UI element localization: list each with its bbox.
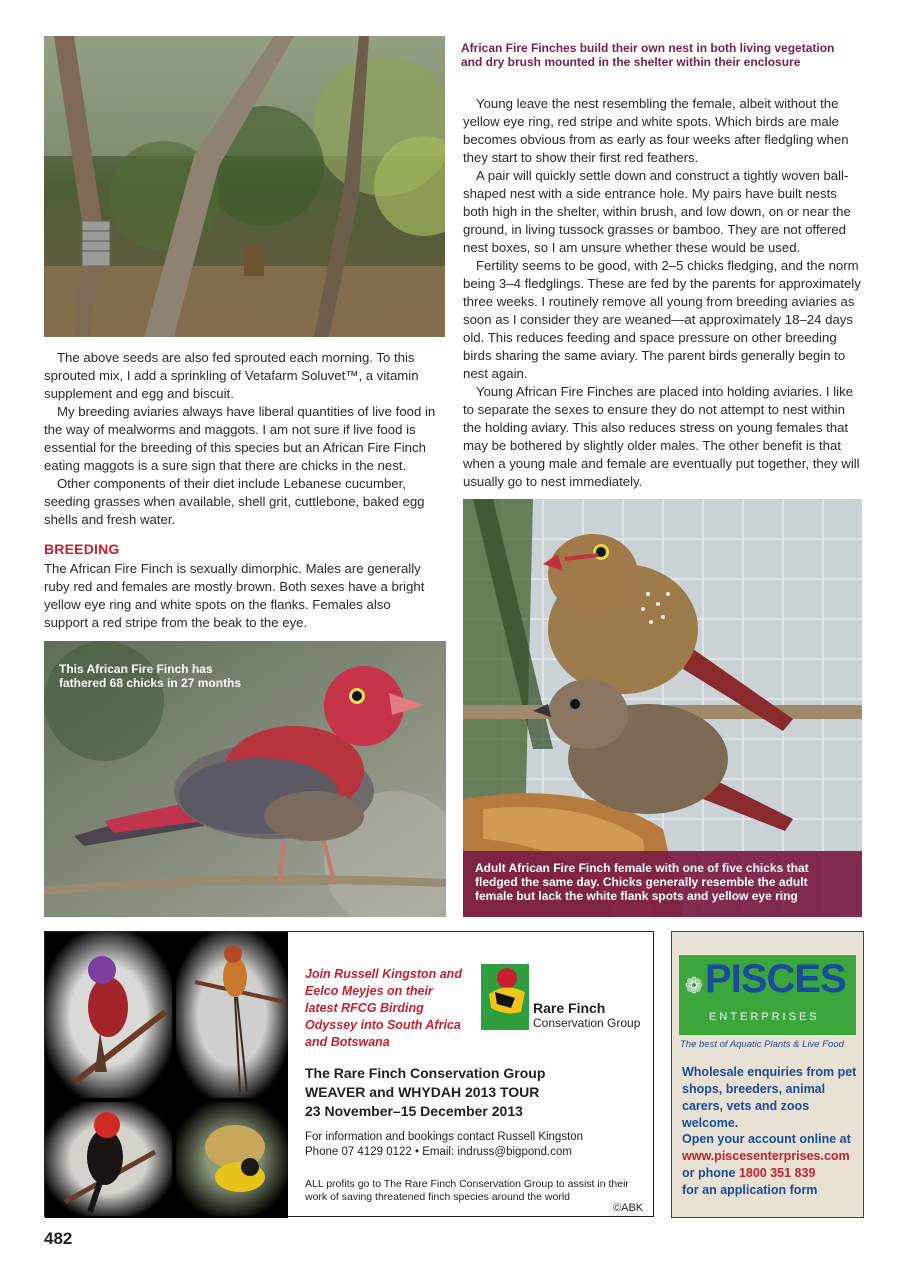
account-line: for an application form	[682, 1183, 818, 1197]
female-photo-caption: Adult African Fire Finch female with one of five chicks that fledged the same day. Chicks generally resemble the adult female but lack the white flank spots and yellow eye ring	[475, 861, 809, 903]
logo-subtitle: Conservation Group	[533, 1016, 641, 1030]
paragraph: My breeding aviaries always have liberal quantities of live food in the way of mealworms and maggots. I am not sure if live food is essential for the breeding of this species but an African Fire Finch eating maggots is a sure sign that there are chicks in the nest.	[44, 404, 436, 473]
pisces-wordmark: PISCES	[705, 957, 846, 1001]
pisces-subname: ENTERPRISES	[709, 1011, 820, 1023]
pisces-account-text	[682, 1131, 860, 1199]
tour-title	[305, 1064, 635, 1121]
paragraph: A pair will quickly settle down and construct a tightly woven ball-shaped nest with a side entrance hole. My pairs have built nests both high in the shelter, within brush, and low down, on or near the ground, in living tussock grasses or bamboo. They are not offered nest boxes, so I am unsure whether these would be used.	[463, 168, 851, 255]
male-photo-caption: This African Fire Finch has fathered 68 chicks in 27 months	[59, 662, 242, 690]
pisces-wholesale-text: Wholesale enquiries from pet shops, breeders, animal carers, vets and zoos welcome.	[682, 1065, 857, 1130]
pisces-url[interactable]: www.piscesenterprises.com	[682, 1149, 850, 1163]
contact-line: Phone 07 4129 0122 • Email: indruss@bigpond.com	[305, 1146, 572, 1158]
bird-photo-grid	[45, 932, 288, 1218]
paragraph: Other components of their diet include Lebanese cucumber, seeding grasses when available, shell grit, cuttlebone, baked egg shells and fresh water.	[44, 476, 425, 527]
tour-tagline: Join Russell Kingston and Eelco Meyjes on their latest RFCG Birding Odyssey into South Africa and Botswana	[305, 967, 462, 1049]
phone-prefix: or phone	[682, 1166, 736, 1180]
breeding-heading: BREEDING	[44, 541, 120, 557]
account-line: Open your account online at	[682, 1132, 851, 1146]
profits-note: ALL profits go to The Rare Finch Conservation Group to assist in their work of saving threatened finch species around the world	[305, 1178, 629, 1203]
rfcg-logo	[481, 964, 651, 1034]
paragraph: The African Fire Finch is sexually dimorphic. Males are generally ruby red and females are mostly brown. Both sexes have a bright yellow eye ring and white spots on the flanks. Females also support a red stripe from the beak to the eye.	[44, 561, 425, 630]
pisces-logo	[679, 955, 856, 1035]
paragraph: Young leave the nest resembling the female, albeit without the yellow eye ring, red stripe and white spots. Which birds are male becomes obvious from as early as four weeks after fledgling when they start to show their first red feathers.	[463, 96, 849, 165]
male-finch-photo	[44, 641, 446, 917]
pisces-advertisement[interactable]	[671, 931, 864, 1218]
paragraph: Young African Fire Finches are placed into holding aviaries. I like to separate the sexes to ensure they do not attempt to nest within the holding aviary. This also reduces stress on young females that may be bothered by slightly older males. The other benefit is that when a young male and female are eventually put together, they will usually go to nest immediately.	[463, 384, 860, 489]
paragraph: The above seeds are also fed sprouted each morning. To this sprouted mix, I add a sprinkling of Vetafarm Soluvet™, a vitamin supplement and egg and biscuit.	[44, 350, 419, 401]
paragraph: Fertility seems to be good, with 2–5 chicks fledging, and the norm being 3–4 fledglings. These are fed by the parents for approximately three weeks. I routinely remove all young from breeding aviaries as soon as I consider they are weaned—at approximately 18–24 days old. This reduces feeding and space pressure on other breeding birds sharing the same aviary. The parent birds generally begin to nest again.	[463, 258, 861, 381]
photo-credit: ©ABK	[613, 1202, 644, 1214]
pisces-slogan: The best of Aquatic Plants & Live Food	[680, 1039, 844, 1050]
female-chick-photo	[463, 499, 862, 917]
title-line: The Rare Finch Conservation Group	[305, 1065, 546, 1081]
aviary-photo	[44, 36, 445, 337]
pisces-fish-icon: ❁	[684, 973, 704, 998]
rfcg-advertisement[interactable]	[44, 931, 654, 1217]
contact-info	[305, 1130, 645, 1160]
page-number: 482	[44, 1229, 73, 1248]
logo-name: Rare Finch	[533, 1000, 606, 1016]
account-line	[682, 1165, 860, 1182]
contact-line: For information and bookings contact Russell Kingston	[305, 1131, 584, 1143]
right-column-text	[463, 95, 863, 491]
finch-logo-icon	[481, 964, 529, 1030]
pisces-phone: 1800 351 839	[738, 1166, 816, 1180]
left-column-text	[44, 349, 437, 632]
title-line: 23 November–15 December 2013	[305, 1103, 523, 1119]
title-line: WEAVER and WHYDAH 2013 TOUR	[305, 1084, 540, 1100]
nest-caption: African Fire Finches build their own nest in both living vegetation and dry brush mounted in the shelter within their enclosure	[461, 41, 835, 69]
